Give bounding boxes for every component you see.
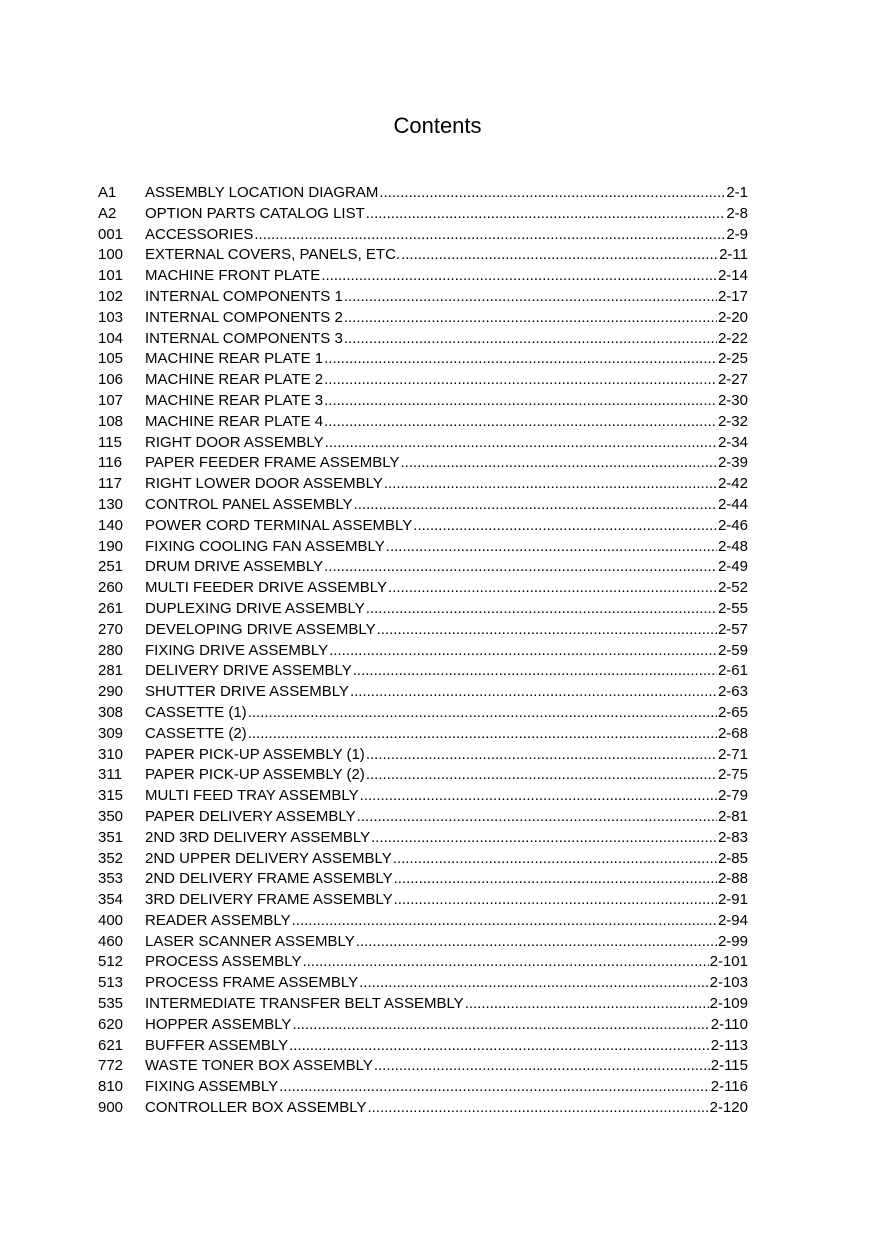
toc-dot-leader [350, 682, 717, 703]
toc-dot-leader [366, 599, 717, 620]
toc-entry-page: 2-20 [717, 308, 748, 326]
toc-entry-title: PROCESS ASSEMBLY [145, 953, 302, 971]
toc-entry[interactable] [98, 952, 748, 973]
toc-entry-page: 2-59 [717, 641, 748, 659]
toc-entry-code: 107 [98, 391, 124, 409]
toc-entry-code: 460 [98, 932, 124, 950]
toc-entry-page: 2-65 [717, 703, 748, 721]
toc-dot-leader [394, 869, 717, 890]
toc-dot-leader [325, 433, 717, 454]
toc-entry-title: 2ND UPPER DELIVERY ASSEMBLY [145, 849, 392, 867]
toc-entry-title: 2ND 3RD DELIVERY ASSEMBLY [145, 828, 371, 846]
toc-entry-code: 353 [98, 870, 124, 888]
toc-entry-code: 621 [98, 1036, 124, 1054]
toc-entry[interactable] [98, 765, 748, 786]
toc-entry-code: 772 [98, 1057, 124, 1075]
toc-entry[interactable] [98, 516, 748, 537]
toc-entry-code: 140 [98, 516, 124, 534]
toc-entry-page: 2-61 [717, 662, 748, 680]
toc-entry[interactable] [98, 1056, 748, 1077]
toc-entry-page: 2-27 [717, 371, 748, 389]
toc-entry-code: 308 [98, 703, 124, 721]
toc-entry-code: 117 [98, 475, 122, 493]
toc-entry-page: 2-79 [717, 787, 748, 805]
toc-entry-page: 2-63 [717, 683, 748, 701]
toc-entry-title: MACHINE FRONT PLATE [145, 267, 321, 285]
toc-entry[interactable] [98, 932, 748, 953]
toc-entry-title: DUPLEXING DRIVE ASSEMBLY [145, 599, 365, 617]
toc-entry-title: INTERNAL COMPONENTS 3 [145, 329, 343, 347]
toc-entry-title: DELIVERY DRIVE ASSEMBLY [145, 662, 352, 680]
toc-entry-page: 2-14 [717, 267, 748, 285]
toc-dot-leader [379, 183, 725, 204]
toc-dot-leader [324, 391, 717, 412]
toc-dot-leader [292, 1015, 709, 1036]
toc-entry-title: 2ND DELIVERY FRAME ASSEMBLY [145, 870, 393, 888]
toc-entry[interactable] [98, 287, 748, 308]
toc-entry-title: DRUM DRIVE ASSEMBLY [145, 558, 324, 576]
toc-entry-page: 2-48 [717, 537, 748, 555]
toc-entry-title: PAPER DELIVERY ASSEMBLY [145, 807, 356, 825]
toc-dot-leader [254, 225, 725, 246]
toc-entry-title: POWER CORD TERMINAL ASSEMBLY [145, 516, 413, 534]
toc-entry-code: 270 [98, 620, 124, 638]
toc-entry[interactable] [98, 433, 748, 454]
toc-entry-page: 2-109 [709, 995, 748, 1013]
toc-entry[interactable] [98, 1015, 748, 1036]
toc-dot-leader [344, 329, 717, 350]
toc-entry-title: RIGHT LOWER DOOR ASSEMBLY [145, 475, 383, 493]
toc-entry-page: 2-115 [710, 1057, 748, 1075]
toc-entry[interactable] [98, 641, 748, 662]
toc-entry-page: 2-71 [717, 745, 748, 763]
toc-entry[interactable] [98, 578, 748, 599]
toc-dot-leader [360, 786, 717, 807]
toc-dot-leader [374, 1056, 710, 1077]
toc-entry-page: 2-88 [717, 870, 748, 888]
toc-entry[interactable] [98, 849, 748, 870]
toc-entry[interactable] [98, 973, 748, 994]
toc-dot-leader [292, 911, 717, 932]
toc-entry[interactable] [98, 1098, 748, 1119]
toc-entry-page: 2-1 [726, 184, 748, 201]
toc-entry-title: CASSETTE (2) [145, 724, 247, 742]
toc-entry-title: PAPER FEEDER FRAME ASSEMBLY [145, 454, 400, 472]
toc-entry-code: 900 [98, 1099, 124, 1117]
toc-entry-code: 281 [98, 662, 124, 680]
toc-entry-code: 106 [98, 371, 124, 389]
toc-dot-leader [401, 245, 718, 266]
toc-entry[interactable] [98, 994, 748, 1015]
toc-entry-code: 513 [98, 974, 124, 992]
toc-entry[interactable] [98, 869, 748, 890]
toc-entry-title: OPTION PARTS CATALOG LIST [145, 204, 365, 222]
toc-entry-page: 2-44 [717, 495, 748, 513]
toc-entry-title: MULTI FEEDER DRIVE ASSEMBLY [145, 579, 387, 597]
toc-dot-leader [344, 287, 717, 308]
toc-entry[interactable] [98, 807, 748, 828]
toc-entry-title: MACHINE REAR PLATE 4 [145, 412, 324, 430]
toc-entry-page: 2-39 [717, 454, 748, 472]
toc-entry[interactable] [98, 911, 748, 932]
toc-dot-leader [413, 516, 717, 537]
toc-entry[interactable] [98, 266, 748, 287]
toc-entry[interactable] [98, 495, 748, 516]
toc-entry-page: 2-75 [717, 766, 748, 784]
toc-entry-code: 354 [98, 891, 124, 909]
toc-dot-leader [324, 412, 717, 433]
toc-entry-code: 309 [98, 724, 124, 742]
toc-entry-code: 810 [98, 1078, 124, 1096]
toc-entry-page: 2-85 [717, 849, 748, 867]
toc-entry[interactable] [98, 308, 748, 329]
toc-dot-leader [324, 370, 717, 391]
toc-dot-leader [366, 745, 717, 766]
toc-entry-title: LASER SCANNER ASSEMBLY [145, 932, 355, 950]
toc-dot-leader [359, 973, 709, 994]
toc-entry-code: 116 [98, 454, 122, 472]
toc-dot-leader [384, 474, 717, 495]
toc-entry[interactable] [98, 412, 748, 433]
toc-entry-page: 2-101 [709, 953, 748, 971]
toc-entry-code: 512 [98, 953, 124, 971]
toc-entry-page: 2-113 [710, 1036, 748, 1054]
toc-entry-code: 290 [98, 683, 124, 701]
toc-entry-title: FIXING DRIVE ASSEMBLY [145, 641, 329, 659]
toc-entry-code: 103 [98, 308, 124, 326]
page-title: Contents [393, 113, 482, 138]
toc-entry-page: 2-8 [726, 204, 748, 222]
toc-dot-leader [394, 890, 717, 911]
toc-entry-title: PROCESS FRAME ASSEMBLY [145, 974, 359, 992]
toc-entry-code: 102 [98, 287, 124, 305]
toc-entry-page: 2-30 [717, 391, 748, 409]
table-of-contents [98, 183, 748, 1119]
toc-entry[interactable] [98, 245, 748, 266]
toc-dot-leader [324, 349, 717, 370]
toc-entry[interactable] [98, 391, 748, 412]
toc-entry[interactable] [98, 724, 748, 745]
toc-dot-leader [367, 1098, 708, 1119]
toc-entry-code: 251 [98, 558, 124, 576]
toc-dot-leader [302, 952, 708, 973]
toc-entry-code: 350 [98, 807, 124, 825]
toc-entry-title: PAPER PICK-UP ASSEMBLY (2) [145, 766, 365, 784]
toc-entry-page: 2-91 [717, 891, 748, 909]
toc-entry-page: 2-52 [717, 579, 748, 597]
toc-dot-leader [248, 724, 717, 745]
toc-entry-code: 104 [98, 329, 124, 347]
toc-entry[interactable] [98, 557, 748, 578]
toc-entry[interactable] [98, 1036, 748, 1057]
toc-entry-title: EXTERNAL COVERS, PANELS, ETC. [145, 246, 401, 264]
toc-entry-page: 2-103 [709, 974, 748, 992]
toc-dot-leader [393, 849, 717, 870]
toc-entry[interactable] [98, 786, 748, 807]
toc-dot-leader [465, 994, 709, 1015]
toc-dot-leader [356, 932, 717, 953]
toc-entry-title: ASSEMBLY LOCATION DIAGRAM [145, 184, 379, 201]
toc-entry-page: 2-116 [710, 1078, 748, 1096]
toc-dot-leader [289, 1036, 710, 1057]
toc-entry-page: 2-83 [717, 828, 748, 846]
toc-entry-title: FIXING ASSEMBLY [145, 1078, 279, 1096]
toc-entry-page: 2-34 [717, 433, 748, 451]
toc-entry-title: INTERNAL COMPONENTS 2 [145, 308, 343, 326]
toc-entry-code: 315 [98, 787, 124, 805]
toc-entry-title: HOPPER ASSEMBLY [145, 1015, 292, 1033]
toc-entry-code: 130 [98, 495, 124, 513]
toc-dot-leader [377, 620, 717, 641]
toc-entry-code: A1 [98, 184, 117, 201]
toc-entry[interactable] [98, 1077, 748, 1098]
toc-entry[interactable] [98, 370, 748, 391]
toc-entry-code: 351 [98, 828, 124, 846]
toc-entry[interactable] [98, 329, 748, 350]
toc-entry-page: 2-110 [710, 1015, 748, 1033]
toc-dot-leader [366, 765, 717, 786]
toc-dot-leader [371, 828, 717, 849]
toc-entry-title: MULTI FEED TRAY ASSEMBLY [145, 787, 359, 805]
toc-entry-page: 2-55 [717, 599, 748, 617]
toc-entry[interactable] [98, 620, 748, 641]
toc-entry-title: MACHINE REAR PLATE 2 [145, 371, 324, 389]
toc-entry-title: BUFFER ASSEMBLY [145, 1036, 289, 1054]
toc-entry-code: 311 [98, 766, 122, 784]
toc-dot-leader [344, 308, 717, 329]
toc-entry-code: 105 [98, 350, 124, 368]
toc-entry-page: 2-120 [709, 1099, 748, 1117]
toc-entry-page: 2-94 [717, 911, 748, 929]
toc-entry-title: CONTROL PANEL ASSEMBLY [145, 495, 353, 513]
toc-entry-title: SHUTTER DRIVE ASSEMBLY [145, 683, 349, 701]
toc-entry[interactable] [98, 204, 748, 225]
toc-entry-code: 001 [98, 225, 124, 243]
toc-entry-page: 2-17 [717, 287, 748, 305]
toc-dot-leader [388, 578, 717, 599]
toc-entry-page: 2-11 [719, 246, 748, 264]
toc-entry-title: CASSETTE (1) [145, 703, 247, 721]
toc-entry-title: MACHINE REAR PLATE 1 [145, 350, 324, 368]
toc-entry-title: READER ASSEMBLY [145, 911, 291, 929]
toc-dot-leader [248, 703, 717, 724]
toc-entry-page: 2-9 [726, 225, 748, 243]
toc-entry-code: 535 [98, 995, 124, 1013]
toc-entry-page: 2-68 [717, 724, 748, 742]
toc-entry-title: INTERNAL COMPONENTS 1 [145, 287, 343, 305]
toc-entry-code: A2 [98, 204, 117, 222]
toc-dot-leader [353, 661, 717, 682]
toc-dot-leader [329, 641, 717, 662]
toc-dot-leader [321, 266, 717, 287]
toc-entry[interactable] [98, 703, 748, 724]
toc-entry[interactable] [98, 453, 748, 474]
toc-entry-title: PAPER PICK-UP ASSEMBLY (1) [145, 745, 365, 763]
toc-entry-code: 280 [98, 641, 124, 659]
toc-entry[interactable] [98, 225, 748, 246]
toc-entry-title: RIGHT DOOR ASSEMBLY [145, 433, 324, 451]
toc-dot-leader [279, 1077, 710, 1098]
toc-entry-page: 2-99 [717, 932, 748, 950]
toc-entry[interactable] [98, 661, 748, 682]
toc-entry-page: 2-81 [717, 807, 748, 825]
toc-entry[interactable] [98, 349, 748, 370]
toc-dot-leader [366, 204, 726, 225]
toc-entry-title: DEVELOPING DRIVE ASSEMBLY [145, 620, 376, 638]
toc-entry[interactable] [98, 682, 748, 703]
toc-dot-leader [324, 557, 717, 578]
toc-entry[interactable] [98, 537, 748, 558]
toc-entry[interactable] [98, 890, 748, 911]
toc-entry-page: 2-25 [717, 350, 748, 368]
toc-dot-leader [401, 453, 717, 474]
toc-entry-code: 100 [98, 246, 124, 264]
toc-entry-code: 115 [98, 433, 122, 451]
toc-entry-page: 2-49 [717, 558, 748, 576]
toc-entry-code: 101 [98, 267, 124, 285]
toc-entry-page: 2-57 [717, 620, 748, 638]
toc-entry[interactable] [98, 599, 748, 620]
toc-entry-page: 2-42 [717, 475, 748, 493]
toc-dot-leader [386, 537, 717, 558]
toc-dot-leader [357, 807, 717, 828]
toc-entry[interactable] [98, 828, 748, 849]
toc-entry-code: 620 [98, 1015, 124, 1033]
toc-entry-code: 190 [98, 537, 124, 555]
toc-entry-code: 260 [98, 579, 124, 597]
toc-dot-leader [354, 495, 717, 516]
toc-entry-title: WASTE TONER BOX ASSEMBLY [145, 1057, 373, 1075]
toc-entry-code: 108 [98, 412, 124, 430]
toc-entry-code: 400 [98, 911, 124, 929]
toc-entry-title: FIXING COOLING FAN ASSEMBLY [145, 537, 385, 555]
toc-entry[interactable] [98, 183, 748, 204]
toc-entry[interactable] [98, 745, 748, 766]
toc-entry-page: 2-46 [717, 516, 748, 534]
toc-entry-page: 2-22 [717, 329, 748, 347]
toc-entry-title: INTERMEDIATE TRANSFER BELT ASSEMBLY [145, 995, 464, 1013]
toc-entry-code: 261 [98, 599, 124, 617]
toc-entry-title: MACHINE REAR PLATE 3 [145, 391, 324, 409]
toc-entry-title: CONTROLLER BOX ASSEMBLY [145, 1099, 367, 1117]
toc-entry-title: 3RD DELIVERY FRAME ASSEMBLY [145, 891, 393, 909]
toc-entry[interactable] [98, 474, 748, 495]
toc-entry-code: 310 [98, 745, 124, 763]
toc-entry-page: 2-32 [717, 412, 748, 430]
toc-entry-title: ACCESSORIES [145, 225, 254, 243]
toc-entry-code: 352 [98, 849, 124, 867]
